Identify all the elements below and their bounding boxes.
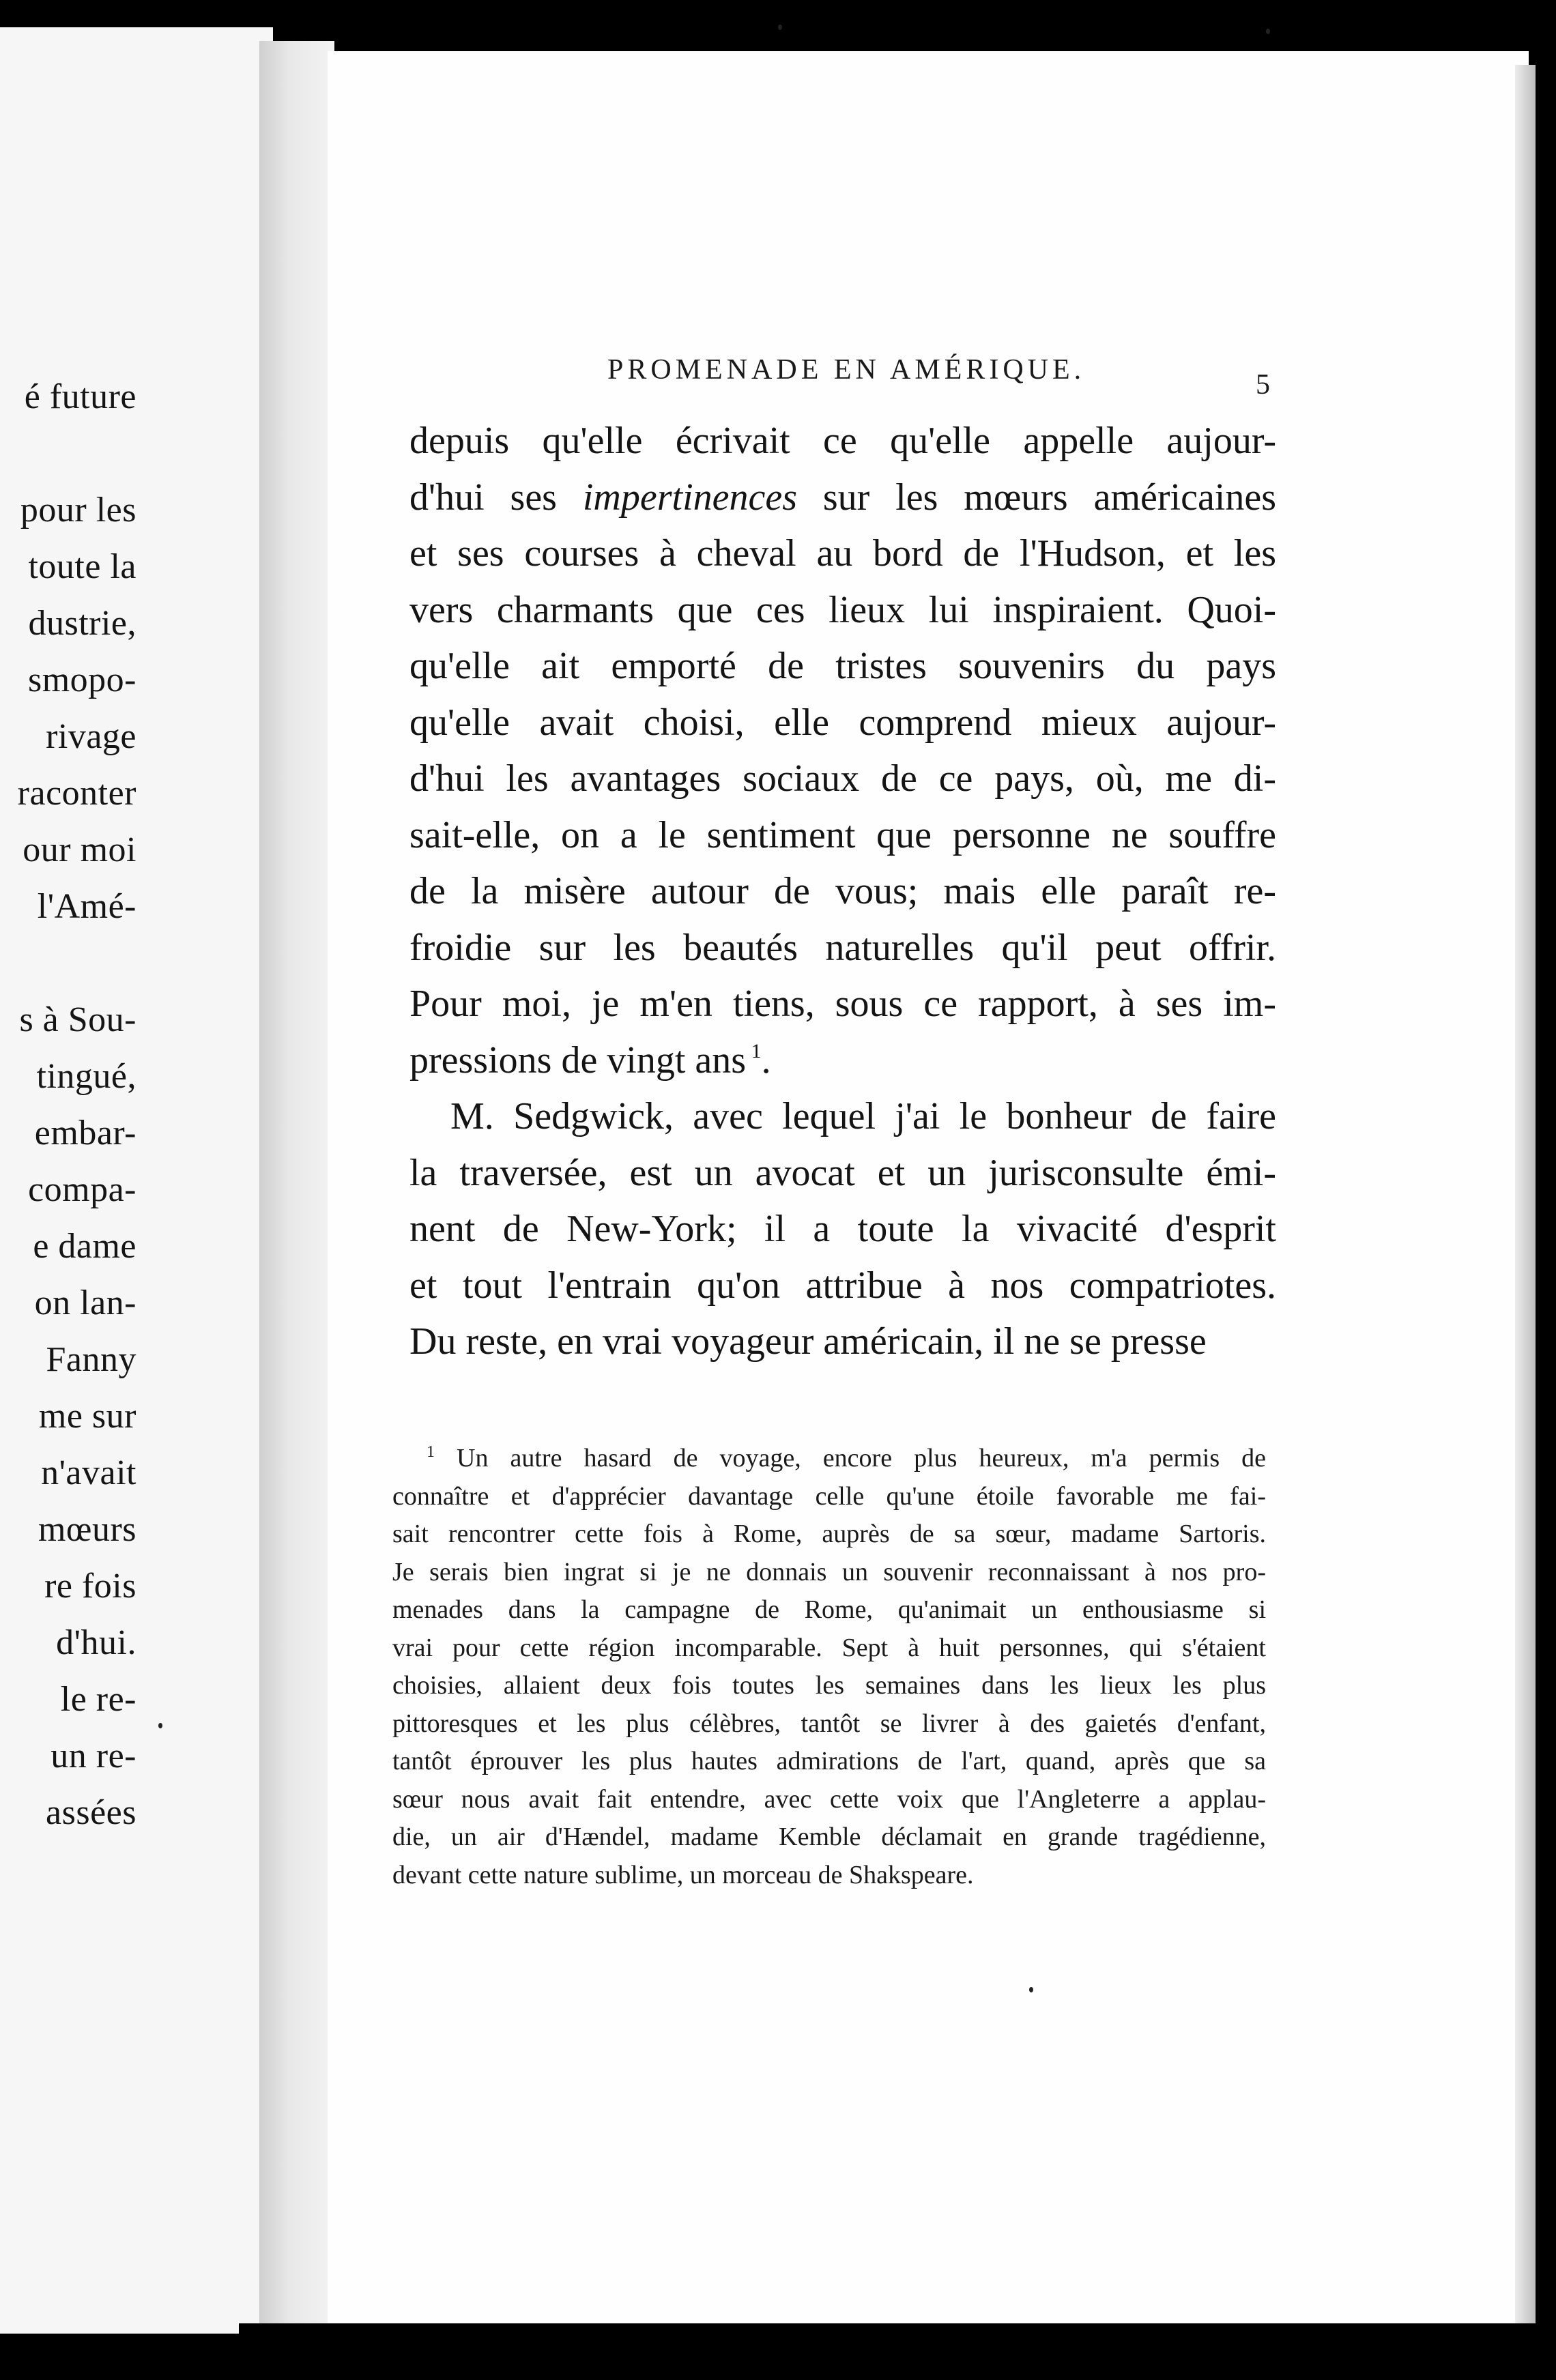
footnote-text: connaître et d'apprécier davantage celle qu'une étoile favorable me fai- [392, 1481, 1266, 1511]
running-head: PROMENADE EN AMÉRIQUE. [607, 354, 1086, 386]
body-line [409, 1032, 1276, 1089]
line-text: Pour moi, je m'en tiens, sous ce rapport, à ses im- [409, 983, 1276, 1025]
body-line [409, 920, 1276, 976]
body-line [409, 413, 1276, 469]
footnote-text: sœur nous avait fait entendre, avec cette voix que l'Angleterre a applau- [392, 1784, 1266, 1814]
footnote-line [392, 1591, 1266, 1629]
body-line [409, 525, 1276, 582]
line-text: nent de New-York; il a toute la vivacité d'esprit [409, 1208, 1276, 1250]
footnote-line [392, 1478, 1266, 1516]
left-page-line: smopo- [28, 661, 136, 699]
line-text: d'hui ses [409, 476, 583, 519]
footnote-text: menades dans la campagne de Rome, qu'animait un enthousiasme si [392, 1595, 1266, 1624]
line-text: depuis qu'elle écrivait ce qu'elle appelle aujour- [409, 420, 1276, 462]
dust-speck [1029, 1987, 1033, 1992]
body-line [409, 469, 1276, 526]
left-page-line: on lan- [34, 1283, 136, 1322]
left-page-line: un re- [51, 1737, 136, 1775]
line-text: qu'elle ait emporté de tristes souvenirs du pays [409, 645, 1276, 687]
left-page-line: our moi [23, 830, 136, 869]
left-page-line: embar- [34, 1114, 136, 1152]
left-page-line: tingué, [36, 1057, 136, 1096]
body-line [409, 1201, 1276, 1258]
blank-line [0, 935, 136, 991]
body-line [409, 1314, 1276, 1370]
left-page-line: s à Sou- [19, 1000, 136, 1039]
footnote-text: pittoresques et les plus célèbres, tantôt se livrer à des gaietés d'enfant, [392, 1709, 1266, 1738]
footnote-line [392, 1705, 1266, 1743]
footnote-line [392, 1554, 1266, 1592]
body-text [409, 413, 1276, 1370]
body-line [409, 976, 1276, 1032]
scan-border [239, 2323, 1556, 2380]
blank-line [0, 425, 136, 482]
footnote-line [392, 1781, 1266, 1819]
footnote-text: Un autre hasard de voyage, encore plus heureux, m'a permis de [457, 1444, 1266, 1472]
body-line [409, 1145, 1276, 1202]
left-page-line: dustrie, [28, 604, 136, 643]
line-text: de la misère autour de vous; mais elle paraît re- [409, 870, 1276, 912]
footnote-marker: 1 [427, 1443, 435, 1461]
italic-word: impertinences [582, 476, 797, 519]
footnote-line [392, 1818, 1266, 1857]
left-page-line: Fanny [46, 1340, 136, 1379]
page-number: 5 [1256, 369, 1270, 401]
line-text: et tout l'entrain qu'on attribue à nos compatriotes. [409, 1264, 1276, 1307]
line-text: sait-elle, on a le sentiment que personne ne souffre [409, 813, 1276, 856]
body-line [409, 1088, 1276, 1145]
footnote-line [392, 1629, 1266, 1668]
dust-speck [778, 25, 782, 30]
footnote-line [392, 1667, 1266, 1705]
footnote-text: Je serais bien ingrat si je ne donnais un souvenir reconnaissant à nos pro- [392, 1557, 1266, 1586]
line-text: la traversée, est un avocat et un jurisconsulte émi- [409, 1151, 1276, 1194]
line-text: Du reste, en vrai voyageur américain, il ne se presse [409, 1320, 1207, 1363]
left-page-line: compa- [28, 1170, 136, 1209]
left-page-line: pour les [20, 491, 136, 529]
dust-speck [158, 1723, 162, 1728]
left-page-line: l'Amé- [37, 887, 136, 926]
dust-speck [1266, 29, 1270, 34]
body-line [409, 638, 1276, 695]
left-page-line: me sur [38, 1397, 136, 1436]
left-page-line: re fois [44, 1567, 136, 1606]
line-text: d'hui les avantages sociaux de ce pays, où, me di- [409, 757, 1276, 800]
footnote-text: vrai pour cette région incomparable. Sept à huit personnes, qui s'étaient [392, 1633, 1266, 1662]
body-line [409, 582, 1276, 639]
left-page-line: raconter [17, 774, 136, 813]
line-text: vers charmants que ces lieux lui inspiraient. Quoi- [409, 588, 1276, 631]
left-page-line: rivage [46, 717, 136, 756]
body-line [409, 1258, 1276, 1314]
page-edge [1515, 65, 1536, 2330]
line-text: pressions de vingt ans [409, 1039, 747, 1082]
line-text: M. Sedgwick, avec lequel j'ai le bonheur de faire [450, 1095, 1276, 1137]
footnote-text: sait rencontrer cette fois à Rome, auprès de sa sœur, madame Sartoris. [392, 1520, 1266, 1548]
left-page-line: é future [24, 377, 136, 416]
footnote-text: choisies, allaient deux fois toutes les semaines dans les lieux les plus [392, 1671, 1266, 1700]
left-page-text [0, 368, 136, 1841]
body-line [409, 807, 1276, 864]
left-page-line: assées [46, 1793, 136, 1832]
body-line [409, 751, 1276, 807]
left-page-line: e dame [33, 1227, 136, 1266]
left-page-line: d'hui. [56, 1623, 136, 1662]
line-text: sur les mœurs américaines [796, 476, 1276, 519]
left-page-line: toute la [28, 547, 136, 586]
left-facing-page [0, 27, 273, 2334]
footnote-line [392, 1440, 1266, 1478]
line-text: . [761, 1039, 771, 1082]
footnote-text: die, un air d'Hændel, madame Kemble déclamait en grande tragédienne, [392, 1823, 1266, 1851]
footnote-reference: 1 [746, 1039, 762, 1062]
footnote-line [392, 1515, 1266, 1554]
body-line [409, 695, 1276, 751]
line-text: qu'elle avait choisi, elle comprend mieux aujour- [409, 701, 1276, 744]
footnote-text: tantôt éprouver les plus hautes admirations de l'art, quand, après que sa [392, 1747, 1266, 1775]
footnote [392, 1440, 1266, 1894]
left-page-line: n'avait [41, 1453, 136, 1492]
footnote-text: devant cette nature sublime, un morceau de Shakspeare. [392, 1860, 974, 1889]
footnote-line [392, 1857, 1266, 1895]
body-line [409, 863, 1276, 920]
footnote-line [392, 1743, 1266, 1781]
line-text: froidie sur les beautés naturelles qu'il peut offrir. [409, 926, 1276, 969]
page-gutter [259, 41, 334, 2334]
left-page-line: le re- [60, 1680, 136, 1719]
line-text: et ses courses à cheval au bord de l'Hudson, et les [409, 532, 1276, 575]
left-page-line: mœurs [38, 1510, 136, 1549]
